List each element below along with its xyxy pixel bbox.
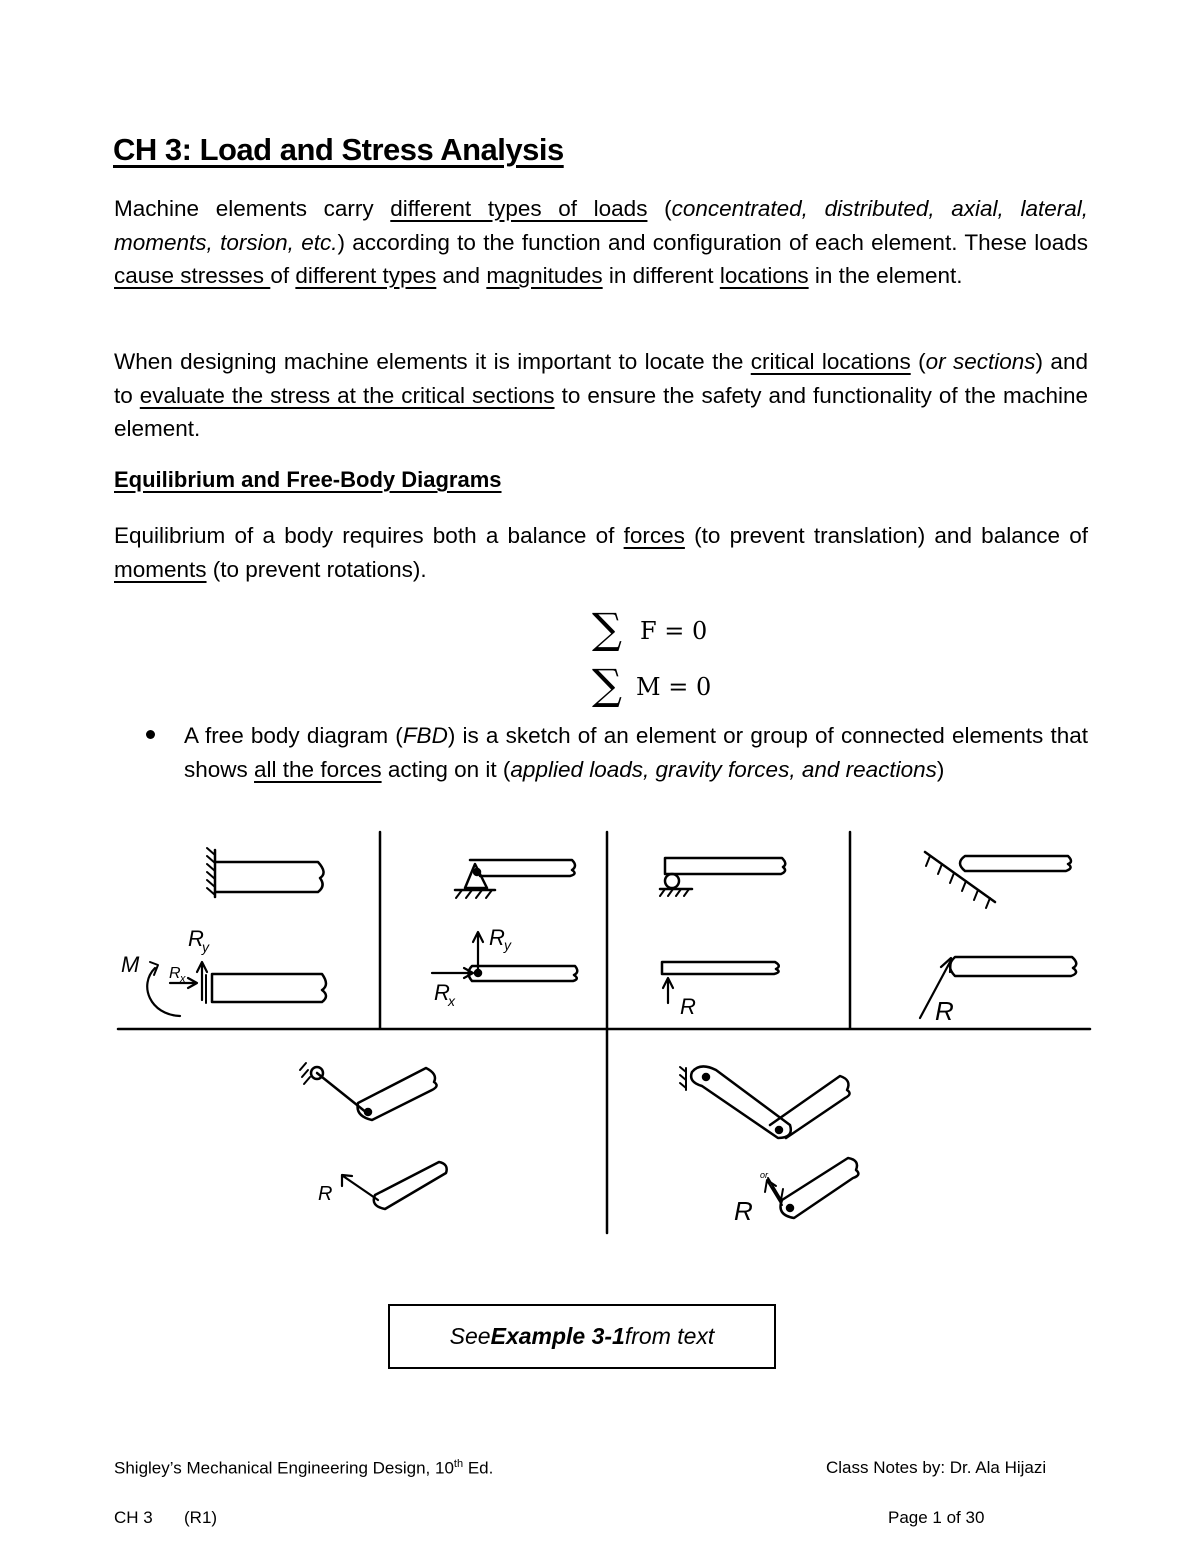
superscript: th [453, 1458, 464, 1470]
text-run: to ensure the safety and functionality of the machine element. [114, 382, 1088, 441]
underlined-term: moments [114, 556, 207, 582]
pinned-link-fbd [765, 1158, 858, 1218]
link-member-fbd [342, 1162, 447, 1209]
text-run: (to prevent translation) and balance of [684, 523, 1088, 548]
text-run: (to prevent rotations). [206, 556, 427, 582]
page-title: CH 3: Load and Stress Analysis [113, 132, 564, 167]
reaction-label: R [318, 1183, 333, 1205]
underlined-term: critical locations [750, 349, 911, 374]
reaction-y-subscript: y [504, 937, 511, 953]
reaction-label: R [935, 996, 954, 1026]
text-run: ) is a sketch of an element or group of connected elements that shows [184, 723, 1088, 782]
footer-class-notes: Class Notes by: Dr. Ala Hijazi [826, 1458, 1047, 1477]
section-heading: Equilibrium and Free-Body Diagrams [114, 467, 502, 492]
underlined-term: all the forces [254, 756, 382, 782]
pinned-link-sketch [680, 1066, 850, 1138]
italic-term: concentrated, distributed, axial, lateral, moments, torsion, etc. [114, 196, 1088, 255]
reaction-x-subscript: x [448, 993, 455, 1009]
text-run: of [270, 263, 296, 288]
reaction-y-label: R [489, 925, 505, 950]
or-label: or [760, 1170, 769, 1180]
example-reference-box [388, 1304, 776, 1369]
example-number: Example 3-1 [490, 1323, 625, 1349]
text-run: A free body diagram ( [184, 723, 403, 748]
footer-book-title [114, 1458, 493, 1479]
smooth-surface-sketch [925, 852, 1071, 908]
text-run: ) and to [114, 349, 1088, 408]
italic-term: or sections [925, 349, 1036, 374]
underlined-term: forces [623, 523, 685, 548]
reaction-x-subscript: x [180, 973, 186, 985]
roller-support-sketch [660, 858, 785, 896]
text-run: Equilibrium of a body requires both a balance of [114, 523, 624, 548]
fixed-support-sketch [207, 848, 324, 897]
italic-term: FBD [402, 723, 448, 748]
force-equation: F = 0 [640, 617, 708, 645]
footer-revision: (R1) [184, 1508, 218, 1527]
sigma-symbol: ∑ [592, 604, 622, 653]
text-run: ( [647, 196, 672, 221]
text-run: and [436, 263, 487, 288]
moment-equation: M = 0 [636, 673, 712, 701]
text-run: Machine elements carry [114, 196, 391, 221]
underlined-term: cause stresses [114, 263, 271, 288]
text-run: ( [910, 349, 926, 374]
moment-label: M [121, 952, 140, 977]
text-run: Ed. [463, 1458, 494, 1478]
text-run: ) according to the function and configuration of each element. These loads [337, 229, 1088, 255]
text-run: When designing machine elements it is important to locate the [114, 349, 751, 374]
reaction-y-label: R [188, 926, 204, 951]
italic-term: applied loads, gravity forces, and reactions [510, 756, 937, 782]
text-run: ) [936, 756, 945, 782]
footer-page-number: Page 1 of 30 [888, 1508, 985, 1527]
text-run: acting on it ( [381, 756, 511, 782]
link-member-sketch [300, 1063, 437, 1120]
text-run: in different [602, 263, 720, 288]
reaction-label: R [680, 994, 696, 1019]
sigma-symbol: ∑ [592, 660, 622, 709]
reaction-y-subscript: y [202, 939, 209, 955]
reaction-x-label: R [434, 980, 450, 1005]
reaction-x-label: R [169, 965, 181, 982]
underlined-term: locations [719, 263, 809, 288]
underlined-term: evaluate the stress at the critical sections [139, 382, 555, 408]
underlined-term: magnitudes [486, 263, 603, 288]
text-run: See [449, 1323, 491, 1349]
reaction-label: R [734, 1196, 753, 1226]
underlined-term: different types [295, 263, 437, 288]
text-run: in the element. [808, 263, 963, 288]
pin-support-sketch [455, 860, 575, 898]
text-run: from text [624, 1323, 715, 1349]
footer-chapter: CH 3 [114, 1508, 153, 1527]
underlined-term: different types of loads [390, 196, 648, 221]
text-run: Shigley’s Mechanical Engineering Design, 10 [114, 1458, 454, 1478]
